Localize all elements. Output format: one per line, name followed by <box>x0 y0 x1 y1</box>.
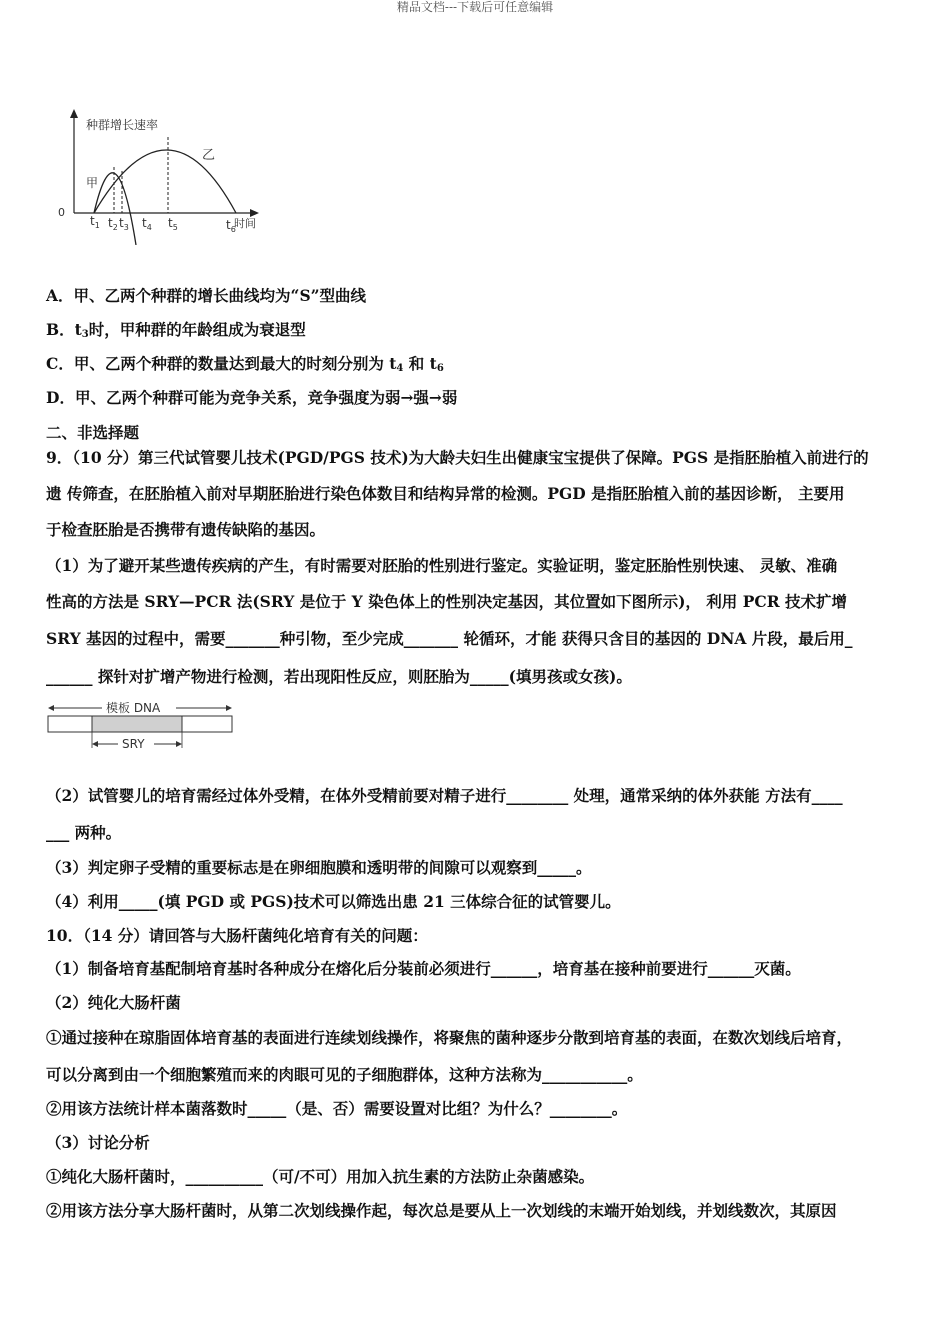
sry-label: SRY <box>122 737 145 751</box>
page-header: 精品文档---下载后可任意编辑 <box>396 0 554 14</box>
svg-text:t1: $t_1$ <box>90 214 100 230</box>
q10-line-5: 可以分离到由一个细胞繁殖而来的肉眼可见的子细胞群体，这种方法称为___________。 <box>46 1065 643 1084</box>
origin-label: 0 <box>58 206 65 219</box>
tick-t5 <box>168 216 178 232</box>
x-axis-label: 时间 <box>234 217 256 230</box>
tick-t1 <box>90 214 100 230</box>
q9-line-5: 性高的方法是 SRY—PCR 法(SRY 是位于 Y 染色体上的性别决定基因，其位置如下图所示)， 利用 PCR 技术扩增 <box>46 592 847 611</box>
sry-dna-diagram <box>46 698 236 754</box>
q9-line-3: 于检查胚胎是否携带有遗传缺陷的基因。 <box>46 520 326 539</box>
q9-line-8: （2）试管婴儿的培育需经过体外受精，在体外受精前要对精子进行________ 处理，通常采纳的体外获能 方法有____ <box>46 786 843 805</box>
q8-option-a: A．甲、乙两个种群的增长曲线均为“S”型曲线 <box>46 286 367 305</box>
svg-text:t4: $t_4$ <box>142 216 152 232</box>
q9-line-9: ___ 两种。 <box>46 823 122 842</box>
q9-line-7: ______ 探针对扩增产物进行检测，若出现阳性反应，则胚胎为_____(填男孩或女孩)。 <box>46 667 632 686</box>
section-heading: 二、非选择题 <box>46 423 140 442</box>
q8-option-c: C．甲、乙两个种群的数量达到最大的时刻分别为 $t_4$ 和 $t_6$ <box>46 354 444 374</box>
q9-line-2: 遗 传筛查，在胚胎植入前对早期胚胎进行染色体数目和结构异常的检测。PGD 是指胚胎植入前的基因诊断， 主要用 <box>46 484 845 503</box>
y-axis-label: 种群增长速率 <box>86 118 159 132</box>
q10-line-4: ①通过接种在琼脂固体培育基的表面进行连续划线操作，将聚焦的菌种逐步分散到培育基的表面，在数次划线后培育， <box>46 1028 853 1047</box>
tick-t2 <box>108 216 118 232</box>
q10-line-8: ①纯化大肠杆菌时，__________（可/不可）用加入抗生素的方法防止杂菌感染。 <box>46 1167 595 1186</box>
q10-line-2: （1）制备培育基配制培育基时各种成分在熔化后分装前必须进行______，培育基在接种前要进行______灭菌。 <box>46 959 801 978</box>
q8-option-b: B．$t_3$时，甲种群的年龄组成为衰退型 <box>46 320 306 340</box>
q10-line-6: ②用该方法统计样本菌落数时_____（是、否）需要设置对比组？为什么？________。 <box>46 1099 628 1118</box>
tick-t4 <box>142 216 152 232</box>
curve-jia-label: 甲 <box>86 176 99 190</box>
svg-text:t3: $t_3$ <box>119 216 129 232</box>
q9-line-4: （1）为了避开某些遗传疾病的产生，有时需要对胚胎的性别进行鉴定。实验证明，鉴定胚胎性别快速、 灵敏、准确 <box>46 556 838 575</box>
q9-line-11: （4）利用_____(填 PGD 或 PGS)技术可以筛选出患 21 三体综合征的试管婴儿。 <box>46 892 621 911</box>
q9-line-6: SRY 基因的过程中，需要_______种引物，至少完成_______ 轮循环，才能 获得只含目的基因的 DNA 片段，最后用_ <box>46 629 853 648</box>
curve-yi-label: 乙 <box>202 148 216 163</box>
svg-text:t5: $t_5$ <box>168 216 178 232</box>
svg-text:t2: $t_2$ <box>108 216 118 232</box>
svg-text:t6: $t_6$ <box>226 218 236 234</box>
template-dna-label: 模板 DNA <box>106 701 161 715</box>
q9-line-10: （3）判定卵子受精的重要标志是在卵细胞膜和透明带的间隙可以观察到_____。 <box>46 858 592 877</box>
q10-line-1: 10．（14 分）请回答与大肠杆菌纯化培育有关的问题： <box>46 926 428 945</box>
q10-line-9: ②用该方法分享大肠杆菌时，从第二次划线操作起，每次总是要从上一次划线的末端开始划线，并划线数次，其原因 <box>46 1201 837 1220</box>
q9-line-1: 9．（10 分）第三代试管婴儿技术(PGD/PGS 技术)为大龄夫妇生出健康宝宝提供了保障。PGS 是指胚胎植入前进行的 <box>46 448 869 467</box>
tick-t3 <box>119 216 129 232</box>
q10-line-7: （3）讨论分析 <box>46 1133 150 1152</box>
q10-line-3: （2）纯化大肠杆菌 <box>46 993 181 1012</box>
growth-rate-figure <box>50 105 280 245</box>
q8-option-d: D．甲、乙两个种群可能为竞争关系，竞争强度为弱→强→弱 <box>46 388 458 407</box>
